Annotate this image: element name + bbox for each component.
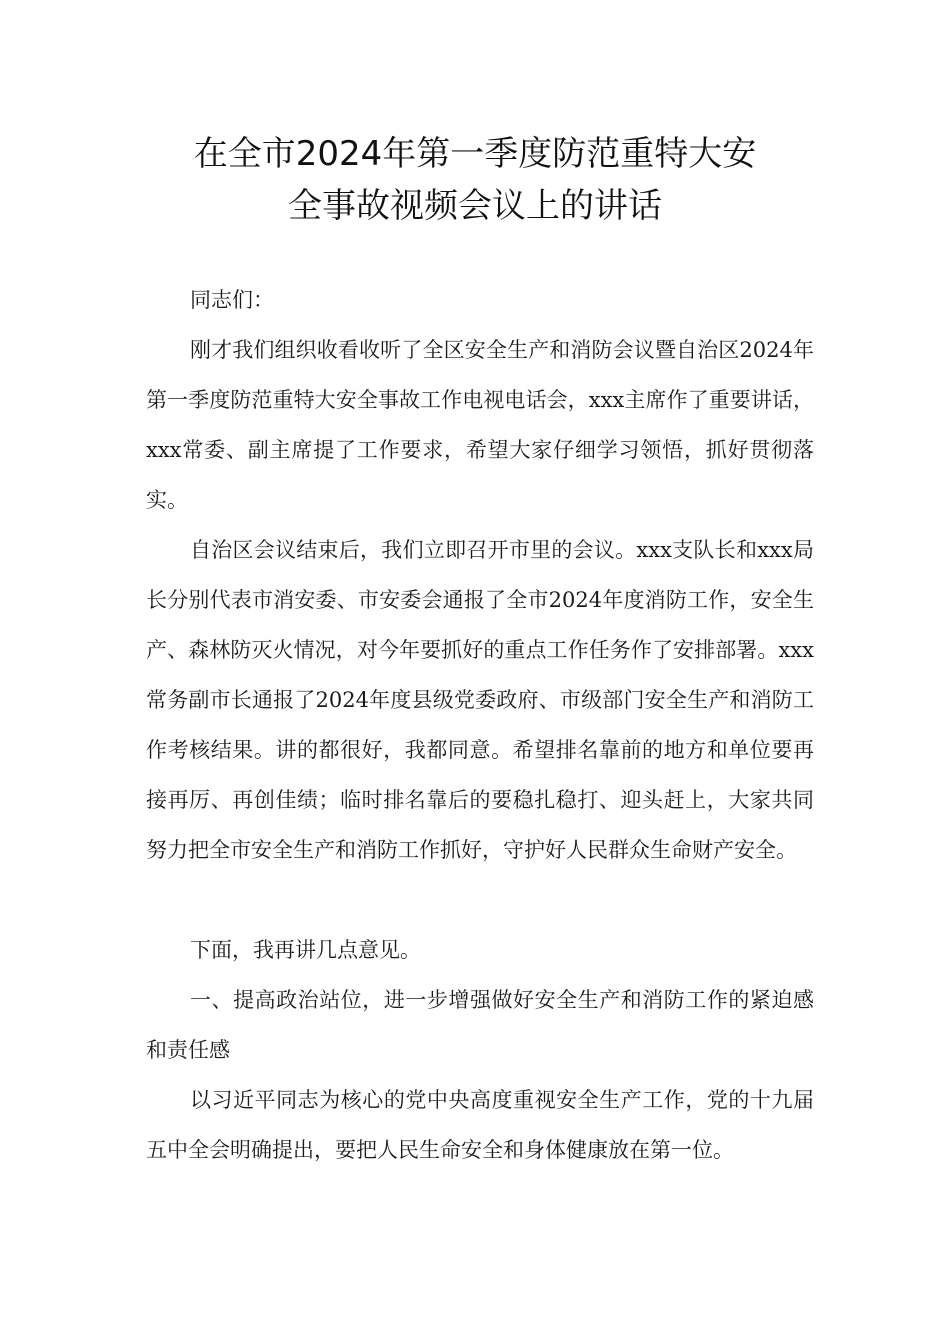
document-title [100, 128, 850, 232]
title-line-1: 在全市2024年第一季度防范重特大安 [193, 134, 757, 174]
document-body [146, 275, 814, 1175]
paragraph-1: 刚才我们组织收看收听了全区安全生产和消防会议暨自治区2024年第一季度防范重特大安全事故工作电视电话会，xxx主席作了重要讲话，xxx常委、副主席提了工作要求，希望大家仔细学习领悟，抓好贯彻落实。 [146, 338, 814, 512]
paragraph-3: 下面，我再讲几点意见。 [190, 938, 421, 962]
section-heading-1: 一、提高政治站位，进一步增强做好安全生产和消防工作的紧迫感和责任感 [146, 988, 814, 1062]
paragraph-4: 以习近平同志为核心的党中央高度重视安全生产工作，党的十九届五中全会明确提出，要把人民生命安全和身体健康放在第一位。 [146, 1088, 814, 1162]
salutation: 同志们： [190, 288, 274, 312]
paragraph-2: 自治区会议结束后，我们立即召开市里的会议。xxx支队长和xxx局长分别代表市消安委、市安委会通报了全市2024年度消防工作，安全生产、森林防灭火情况，对今年要抓好的重点工作任务作了安排部署。xxx常务副市长通报了2024年度县级党委政府、市级部门安全生产和消防工作考核结果。讲的都很好，我都同意。希望排名靠前的地方和单位要再接再厉、再创佳绩；临时排名靠后的要稳扎稳打、迎头赶上，大家共同努力把全市安全生产和消防工作抓好，守护好人民群众生命财产安全。 [146, 538, 814, 862]
title-line-2: 全事故视频会议上的讲话 [288, 186, 662, 226]
blank-line [146, 875, 814, 925]
